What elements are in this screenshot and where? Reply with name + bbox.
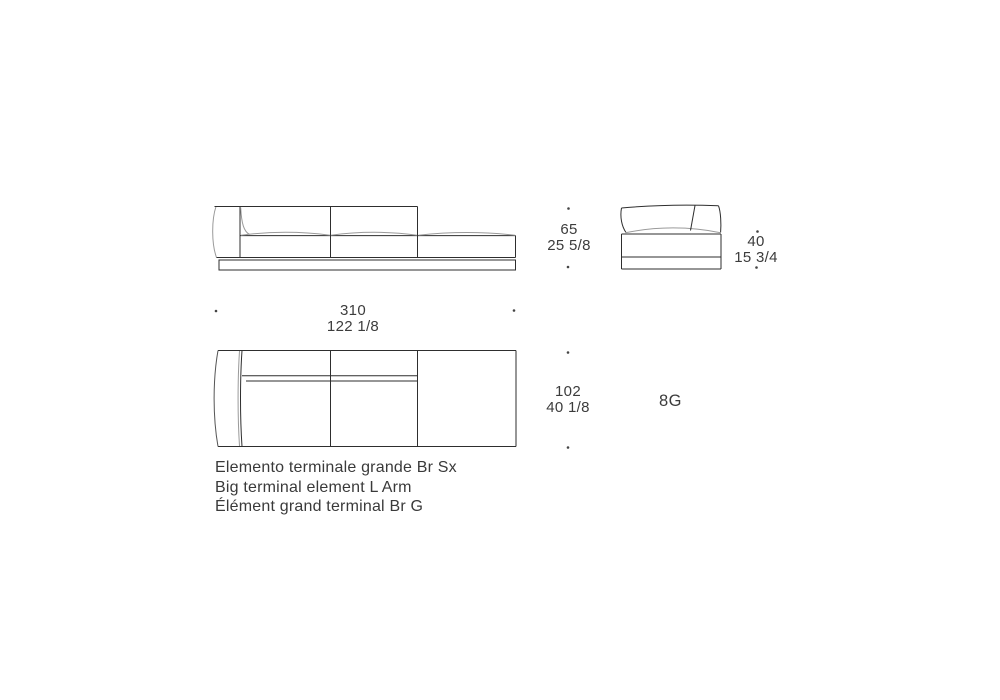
depth-dim-dot-bottom: [755, 266, 758, 269]
width-dimension-cm: 310: [340, 302, 366, 319]
plan-arm-inner-soft-curve: [238, 351, 239, 446]
plan-depth-dimension-cm: 102: [555, 383, 581, 400]
caption-french: Élément grand terminal Br G: [215, 498, 424, 515]
plan-arm-inner-curve: [241, 351, 243, 447]
dimension-dots: [215, 207, 759, 449]
front-cushion-arc-1: [241, 232, 330, 235]
height-dim-dot-bottom: [567, 266, 570, 269]
height-dimension: [529, 222, 609, 253]
caption-block: [215, 458, 457, 517]
height-dimension-inch: 25 5/8: [547, 236, 591, 254]
depth-dimension-inch: 15 3/4: [734, 248, 778, 266]
front-base-plinth: [219, 260, 516, 270]
side-back-fold-line: [691, 206, 696, 231]
product-code: 8G: [659, 392, 683, 410]
front-arm-outer-curve: [213, 207, 217, 258]
height-dimension-cm: 65: [560, 221, 578, 238]
width-dimension-inch: 122 1/8: [326, 317, 380, 335]
plan-depth-dim-dot-top: [567, 351, 570, 354]
front-view-drawing: [213, 207, 516, 271]
side-seat-arc: [626, 228, 721, 233]
height-dim-dot-top: [567, 207, 570, 210]
plan-view-drawing: [214, 351, 516, 447]
plan-arm-outer-curve: [214, 351, 218, 447]
side-top-line: [622, 205, 719, 208]
plan-depth-dimension-inch: 40 1/8: [546, 398, 590, 416]
side-left-curve: [621, 208, 626, 233]
depth-dimension-cm: 40: [747, 233, 765, 250]
plan-depth-dimension: [528, 384, 608, 415]
width-dim-dot-right: [513, 309, 516, 312]
front-cushion-arc-3: [419, 233, 516, 236]
caption-italian: Elemento terminale grande Br Sx: [215, 459, 457, 476]
width-dimension: [303, 303, 403, 334]
plan-depth-dim-dot-bottom: [567, 446, 570, 449]
depth-dimension: [716, 234, 796, 265]
width-dim-dot-left: [215, 310, 218, 313]
side-right-curve: [719, 206, 721, 233]
front-arm-cushion-curve: [241, 208, 250, 235]
caption-english: Big terminal element L Arm: [215, 478, 412, 496]
front-cushion-arc-2: [331, 232, 417, 235]
side-view-drawing: [621, 205, 721, 269]
